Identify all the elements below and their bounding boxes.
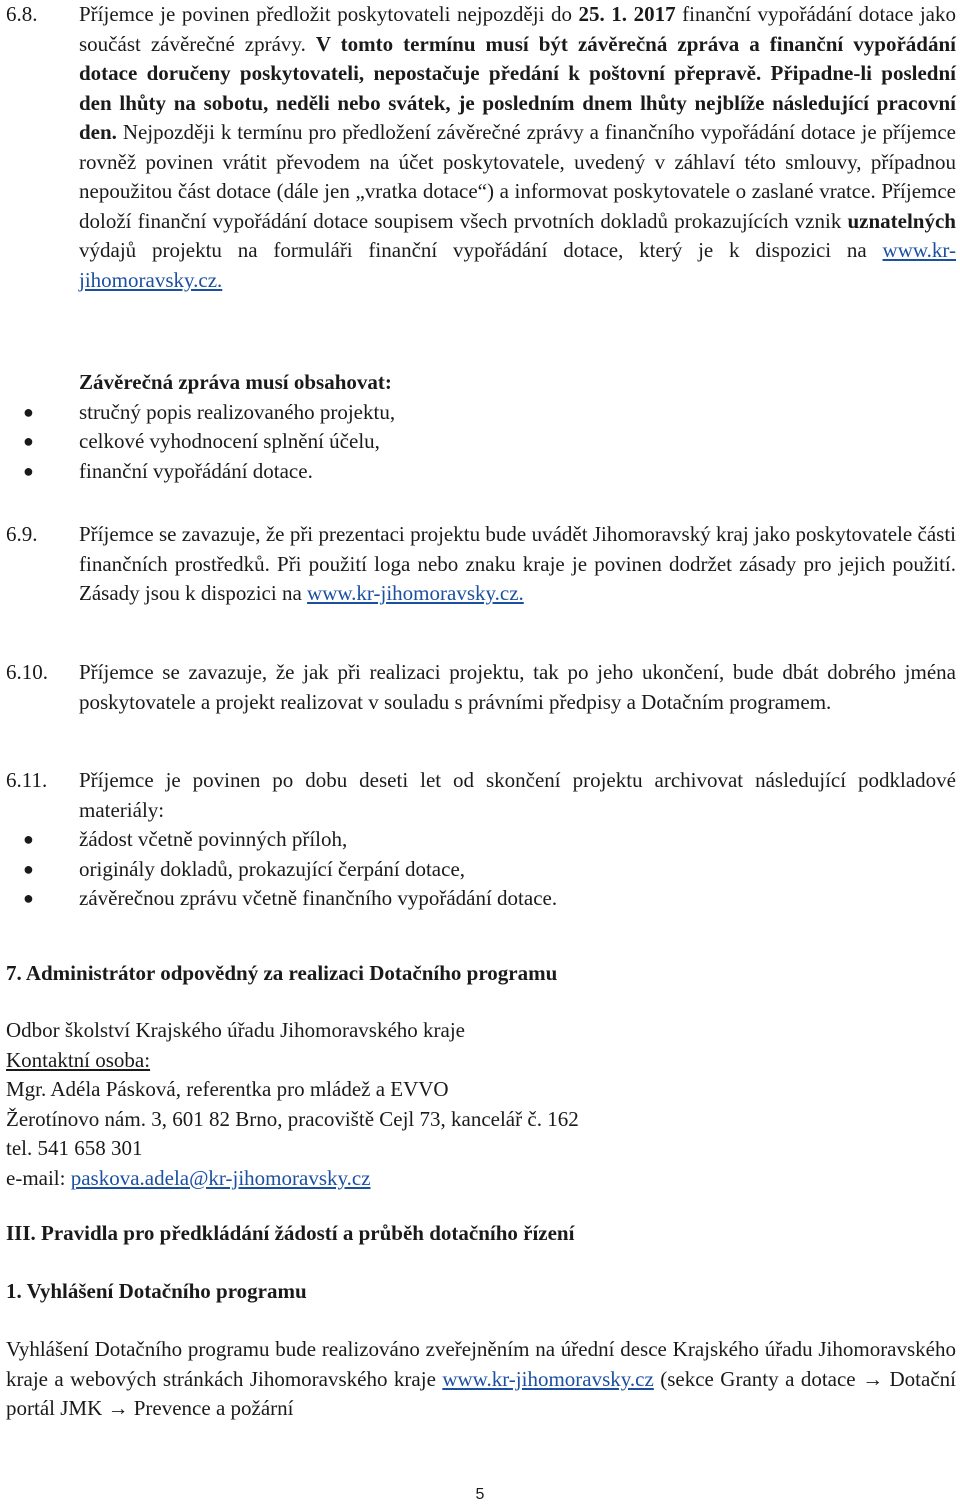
list-item-text: originály dokladů, prokazující čerpání dotace, (79, 856, 466, 881)
section-6-9-text (79, 520, 956, 609)
list-item (23, 457, 956, 487)
bullet-icon: ● (23, 431, 34, 451)
section-number: 6.10. (6, 660, 48, 684)
section-6-8 (6, 0, 956, 295)
text-run: výdajů projektu na formuláři finanční vypořádání dotace, který je k dispozici na (79, 238, 883, 262)
section-6-10 (6, 658, 956, 717)
subsection-1-heading: 1. Vyhlášení Dotačního programu (6, 1279, 307, 1303)
archive-list (23, 825, 956, 914)
announcement-text (6, 1335, 956, 1424)
website-link[interactable]: www.kr-jihomoravsky.cz (442, 1366, 654, 1391)
list-item (23, 398, 956, 428)
bullet-icon: ● (23, 888, 34, 908)
text-run: Příjemce se zavazuje, že při prezentaci projektu bude uvádět Jihomoravský kraj jako poskytovatele části finančních prostředků. Při použití loga nebo znaku kraje je povinen dodržet zásady pro jejich použití. Zásady jsou k dispozici na (79, 522, 956, 605)
section-7-heading: 7. Administrátor odpovědný za realizaci Dotačního programu (6, 961, 558, 985)
department-line: Odbor školství Krajského úřadu Jihomoravského kraje (6, 1018, 465, 1042)
list-item (23, 427, 956, 457)
list-item-text: závěrečnou zprávu včetně finančního vypořádání dotace. (79, 886, 558, 910)
text-run: finanční vypořádání dotace jako součást závěrečné zprávy. (79, 2, 956, 56)
text-run: Nejpozději k termínu pro předložení závěrečné zprávy a finančního vypořádání dotace je příjemce rovněž povinen vrátit převodem na účet poskytovatele, uvedený v záhlaví této smlouvy, případnou nepoužitou část dotace (dále jen „vratka dotace“) a informovat poskytovatele o zaslané vratce. Příjemce doloží finanční vypořádání dotace soupisem všech prvotních dokladů prokazujících vznik (79, 120, 956, 233)
section-6-11 (6, 766, 956, 914)
list-item-text: celkové vyhodnocení splnění účelu, (79, 429, 380, 453)
final-report-list (23, 398, 956, 487)
bold-requirement: V tomto termínu musí být závěrečná zpráva a finanční vypořádání dotace doručeny poskytovateli, nepostačuje předání k poštovní přepravě. Připadne-li poslední den lhůty na sobotu, neděli nebo svátek, je posledním dnem lhůty nejblíže následující pracovní den. (79, 31, 956, 144)
bullet-icon: ● (23, 858, 34, 879)
text-run: Příjemce je povinen předložit poskytovateli nejpozději do (79, 2, 579, 26)
part-III-heading: III. Pravidla pro předkládání žádostí a průběh dotačního řízení (6, 1221, 575, 1245)
section-6-8-text (79, 0, 956, 295)
website-link[interactable]: www.kr-jihomoravsky.cz. (79, 238, 956, 292)
section-6-10-text: Příjemce se zavazuje, že jak při realizaci projektu, tak po jeho ukončení, bude dbát dobrého jména poskytovatele a projekt realizovat v souladu s právními předpisy a Dotačním programem. (79, 660, 956, 714)
section-number: 6.9. (6, 522, 38, 546)
contact-address: Žerotínovo nám. 3, 601 82 Brno, pracoviště Cejl 73, kancelář č. 162 (6, 1106, 579, 1131)
list-item (23, 825, 956, 855)
text-run: Vyhlášení Dotačního programu bude realizováno zveřejněním na úřední desce Krajského úřadu Jihomoravského kraje a webových stránkách Jihomoravského kraje (6, 1337, 956, 1391)
deadline-date: 25. 1. 2017 (578, 2, 676, 26)
contact-label: Kontaktní osoba: (6, 1047, 151, 1072)
email-link[interactable]: paskova.adela@kr-jihomoravsky.cz (70, 1165, 371, 1190)
list-item (23, 884, 956, 914)
website-link[interactable]: www.kr-jihomoravsky.cz. (307, 581, 524, 605)
bullet-icon: ● (23, 460, 34, 481)
section-6-9 (6, 520, 956, 609)
text-run: (sekce Granty a dotace → Dotační portál JMK → Prevence a požární (6, 1366, 956, 1420)
list-item (23, 855, 956, 885)
list-item-text: stručný popis realizovaného projektu, (79, 399, 396, 424)
announcement-paragraph (6, 1335, 956, 1424)
bullet-icon: ● (23, 401, 34, 422)
page-number: 5 (475, 1486, 485, 1503)
section-6-11-text: Příjemce je povinen po dobu deseti let od skončení projektu archivovat následující podkladové materiály: (79, 768, 956, 822)
section-number: 6.11. (6, 768, 48, 792)
bold-word: uznatelných (847, 208, 956, 233)
administrator-contact (6, 1016, 956, 1193)
list-item-text: žádost včetně povinných příloh, (79, 827, 348, 851)
bullet-icon: ● (23, 829, 34, 849)
section-number: 6.8. (6, 2, 38, 26)
list-item-text: finanční vypořádání dotace. (79, 458, 313, 483)
final-report-requirements (6, 368, 956, 486)
email-label: e-mail: (6, 1165, 71, 1190)
contact-name: Mgr. Adéla Pásková, referentka pro mládež a EVVO (6, 1077, 449, 1101)
contact-email-line (6, 1164, 956, 1194)
contact-phone: tel. 541 658 301 (6, 1136, 143, 1160)
final-report-heading: Závěrečná zpráva musí obsahovat: (79, 370, 392, 394)
